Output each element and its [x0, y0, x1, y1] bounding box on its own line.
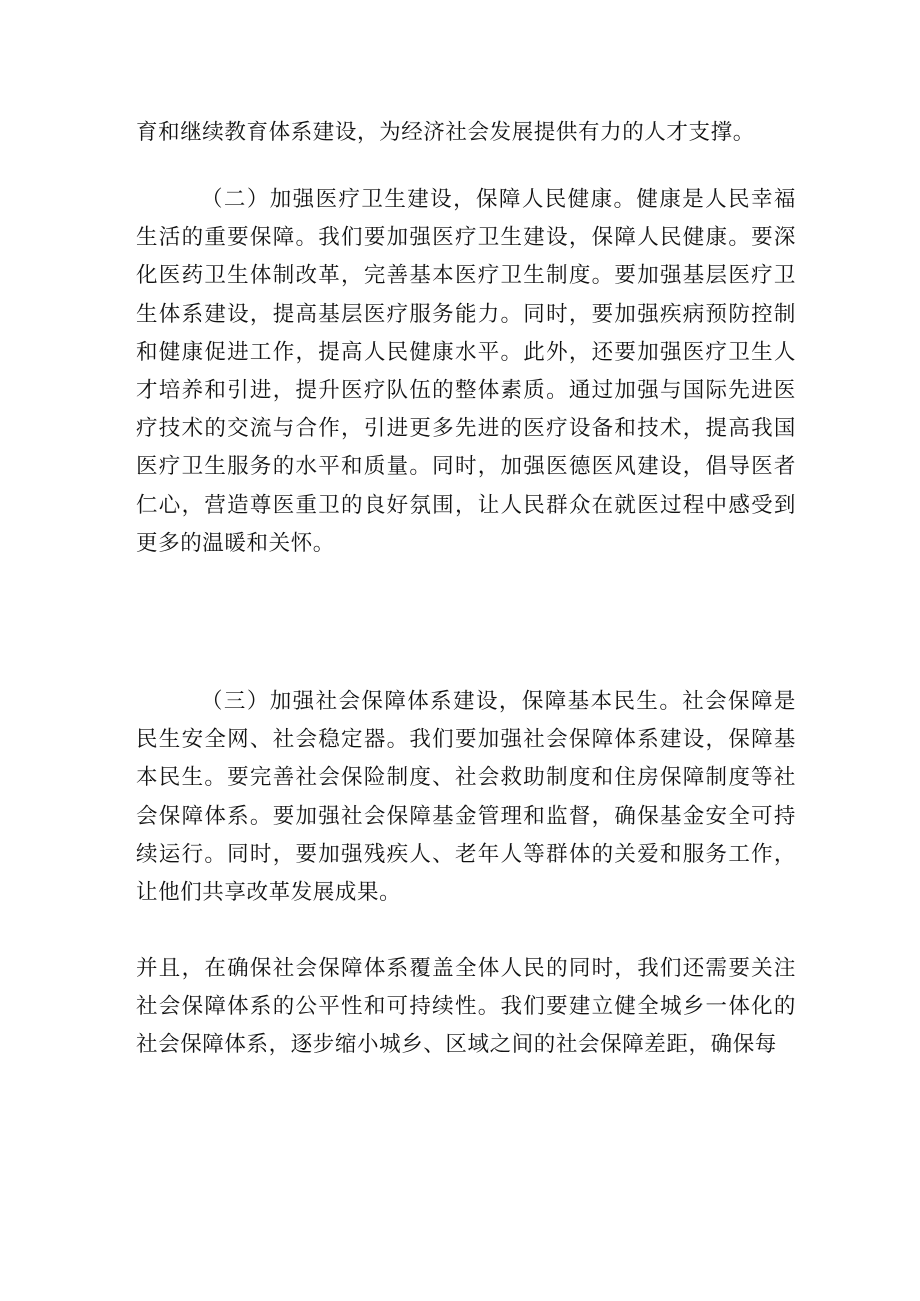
paragraph-social-security-fairness: 并且，在确保社会保障体系覆盖全体人民的同时，我们还需要关注社会保障体系的公平性和可持续性。我们要建立健全城乡一体化的社会保障体系，逐步缩小城乡、区域之间的社会保障差距，确保每	[136, 956, 796, 1058]
paragraph-continuation: 育和继续教育体系建设，为经济社会发展提供有力的人才支撑。	[136, 120, 755, 145]
paragraph-section-3-social-security: （三）加强社会保障体系建设，保障基本民生。社会保障是民生安全网、社会稳定器。我们要加强社会保障体系建设，保障基本民生。要完善社会保险制度、社会救助制度和住房保障制度等社会保障体系。要加强社会保障基金管理和监督，确保基金安全可持续运行。同时，要加强残疾人、老年人等群体的关爱和服务工作，让他们共享改革发展成果。	[136, 689, 796, 906]
paragraph-section-2-healthcare: （二）加强医疗卫生建设，保障人民健康。健康是人民幸福生活的重要保障。我们要加强医疗卫生建设，保障人民健康。要深化医药卫生体制改革，完善基本医疗卫生制度。要加强基层医疗卫生体系建设，提高基层医疗服务能力。同时，要加强疾病预防控制和健康促进工作，提高人民健康水平。此外，还要加强医疗卫生人才培养和引进，提升医疗队伍的整体素质。通过加强与国际先进医疗技术的交流与合作，引进更多先进的医疗设备和技术，提高我国医疗卫生服务的水平和质量。同时，加强医德医风建设，倡导医者仁心，营造尊医重卫的良好氛围，让人民群众在就医过程中感受到更多的温暖和关怀。	[136, 187, 796, 556]
